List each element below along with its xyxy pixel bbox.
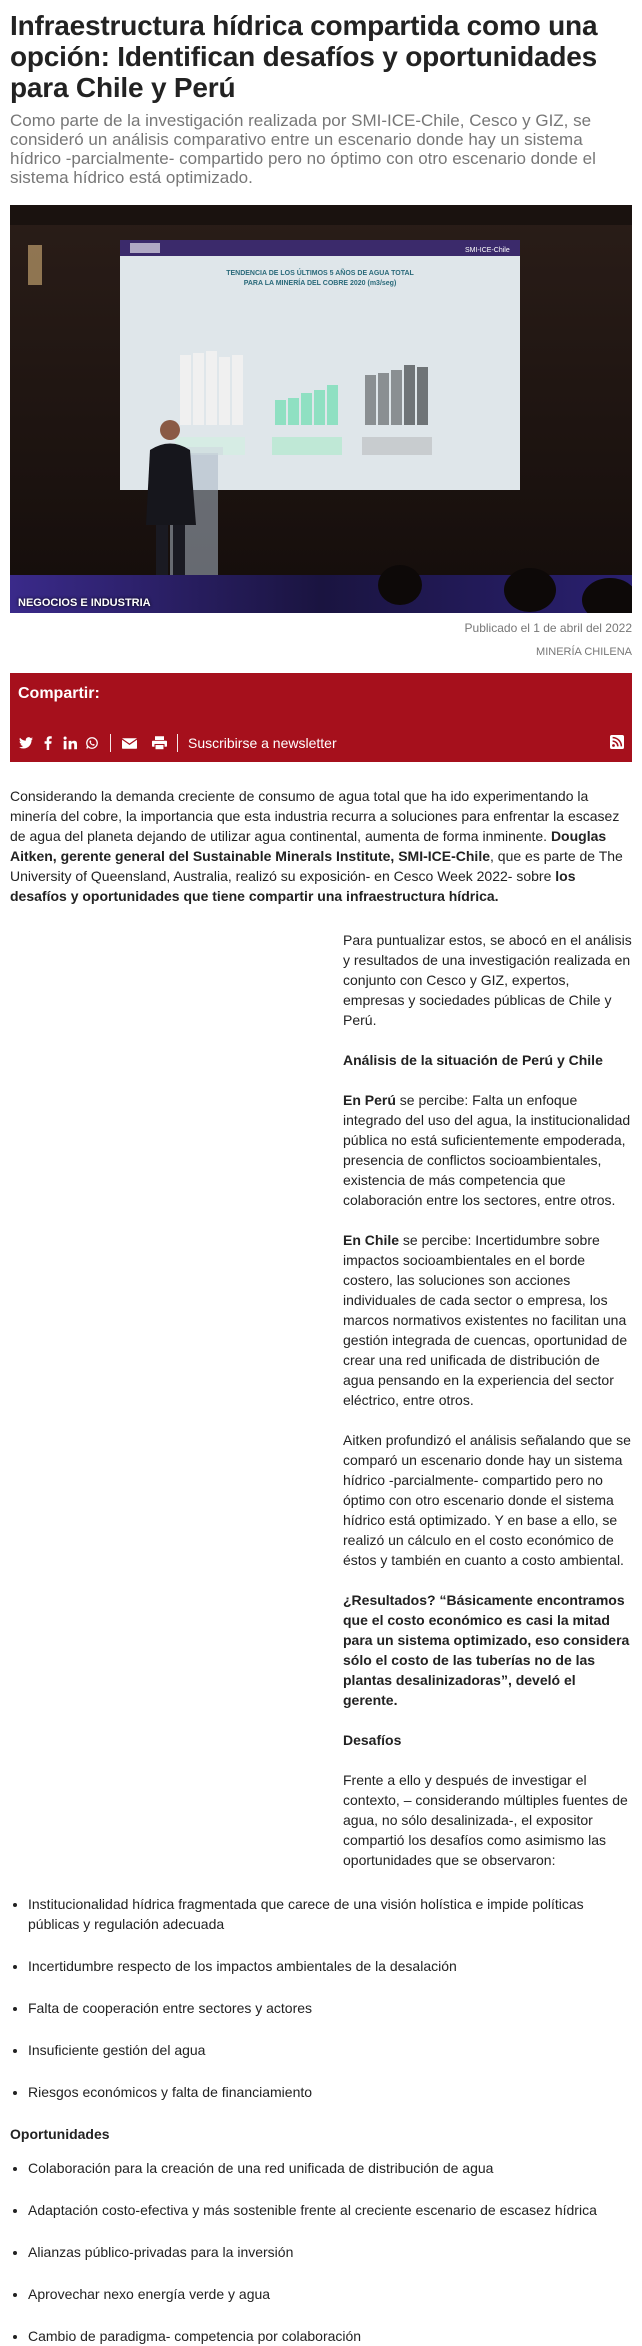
newsletter-link[interactable]: Suscribirse a newsletter [188,735,337,751]
paragraph-chile: En Chile se percibe: Incertidumbre sobre impactos socioambientales en el borde costero, las soluciones son acciones individuales de cada sector o empresa, los marcos normativos existentes no facilitan una gestión integrada de cuencas, oportunidad de crear una red unificada de distribución de agua pensando en la experiencia del sector eléctrico, entre otros. [343,1232,628,1408]
list-item: • Insuficiente gestión del agua [28,2040,632,2060]
heading-oportunidades: Oportunidades [10,2126,110,2142]
heading-desafios: Desafíos [343,1732,402,1748]
oportunidades-list [10,2158,632,2346]
list-item: • Falta de cooperación entre sectores y actores [28,1998,632,2018]
conference-photo [10,205,632,613]
share-bar [10,673,632,762]
email-icon[interactable] [121,735,137,751]
list-item: • Alianzas público-privadas para la inversión [28,2242,632,2262]
speaker-name: Douglas Aitken, gerente general del Sustainable Minerals Institute, SMI-ICE-Chile [10,828,607,864]
print-icon[interactable] [151,735,167,751]
paragraph-peru: En Perú se percibe: Falta un enfoque integrado del uso del agua, la institucionalidad pública no está suficientemente empoderada, presencia de conflictos socioambientales, existencia de más competencia que colaboración entre los sectores, entre otros. [343,1092,631,1208]
share-title: Compartir: [18,685,100,702]
whatsapp-icon[interactable] [84,735,100,751]
share-divider-2 [177,734,178,752]
source-label: MINERÍA CHILENA [536,646,632,658]
svg-text:PARA LA MINERÍA DEL COBRE 2020: PARA LA MINERÍA DEL COBRE 2020 (m3/seg) [243,280,397,287]
linkedin-icon[interactable] [62,735,78,751]
paragraph-desafios: Frente a ello y después de investigar el contexto, – considerando múltiples fuentes de agua, no sólo desalinizada-, el expositor compartió los desafíos como asimismo las oportunidades que se observaron: [343,1772,628,1868]
desafios-list [10,1894,632,2102]
list-item: • Incertidumbre respecto de los impactos ambientales de la desalación [28,1956,632,1976]
article-right-column [343,930,632,1870]
list-item: • Aprovechar nexo energía verde y agua [28,2284,632,2304]
article-title: Infraestructura hídrica compartida como una opción: Identifican desafíos y oportunidades para Chile y Perú [10,10,598,103]
heading-analisis: Análisis de la situación de Perú y Chile [343,1052,603,1068]
list-item: • Colaboración para la creación de una red unificada de distribución de agua [28,2158,632,2178]
paragraph-resultados: ¿Resultados? “Básicamente encontramos que el costo económico es casi la mitad para un sistema optimizado, eso considera sólo el costo de las tuberías no de las plantas desalinizadoras”, develó el gerente. [343,1592,630,1708]
article-lead: Como parte de la investigación realizada por SMI-ICE-Chile, Cesco y GIZ, se consideró un análisis comparativo entre un escenario donde hay un sistema hídrico -parcialmente- compartido pero no óptimo con otro escenario donde el sistema hídrico está optimizado. [10,111,596,187]
category-tag[interactable]: NEGOCIOS E INDUSTRIA [18,597,151,609]
rss-icon[interactable] [610,735,624,754]
list-item: • Adaptación costo-efectiva y más sostenible frente al creciente escenario de escasez hídrica [28,2200,632,2220]
facebook-icon[interactable] [40,735,56,751]
intro-paragraph: Considerando la demanda creciente de consumo de agua total que ha ido experimentando la minería del cobre, la importancia que esta industria recurra a soluciones para enfrentar la escasez de agua del planeta dejando de utilizar agua continental, aumenta de forma inminente. Douglas Aitken, gerente general del Sustainable Minerals Institute, SMI-ICE-Chile, que es parte de The University of Queensland, Australia, realizó su exposición- en Cesco Week 2022- sobre los desafíos y oportunidades que tiene compartir una infraestructura hídrica. [10,788,623,904]
paragraph-puntualizar: Para puntualizar estos, se abocó en el análisis y resultados de una investigación realizada en conjunto con Cesco y GIZ, expertos, empresas y sociedades públicas de Chile y Perú. [343,932,632,1028]
slide-bars-group-1 [180,351,243,425]
list-item: • Cambio de paradigma- competencia por colaboración [28,2326,632,2346]
list-item: • Riesgos económicos y falta de financiamiento [28,2082,632,2102]
slide-logo: SMI-ICE-Chile [465,247,510,254]
slide-title: TENDENCIA DE LOS ÚLTIMOS 5 AÑOS DE AGUA TOTAL [226,270,414,277]
share-divider [110,734,111,752]
list-item: • Institucionalidad hídrica fragmentada que carece de una visión holística e impide políticas públicas y regulación adecuada [28,1894,632,1934]
article-photo [10,205,632,613]
twitter-icon[interactable] [18,735,34,751]
publish-date: Publicado el 1 de abril del 2022 [464,621,632,635]
paragraph-aitken: Aitken profundizó el análisis señalando que se comparó un escenario donde hay un sistema hídrico -parcialmente- compartido pero no óptimo con otro escenario donde el sistema hídrico está optimizado. Y en base a ello, se realizó un cálculo en el costo económico de éstos y también en cuanto a costo ambiental. [343,1432,631,1568]
